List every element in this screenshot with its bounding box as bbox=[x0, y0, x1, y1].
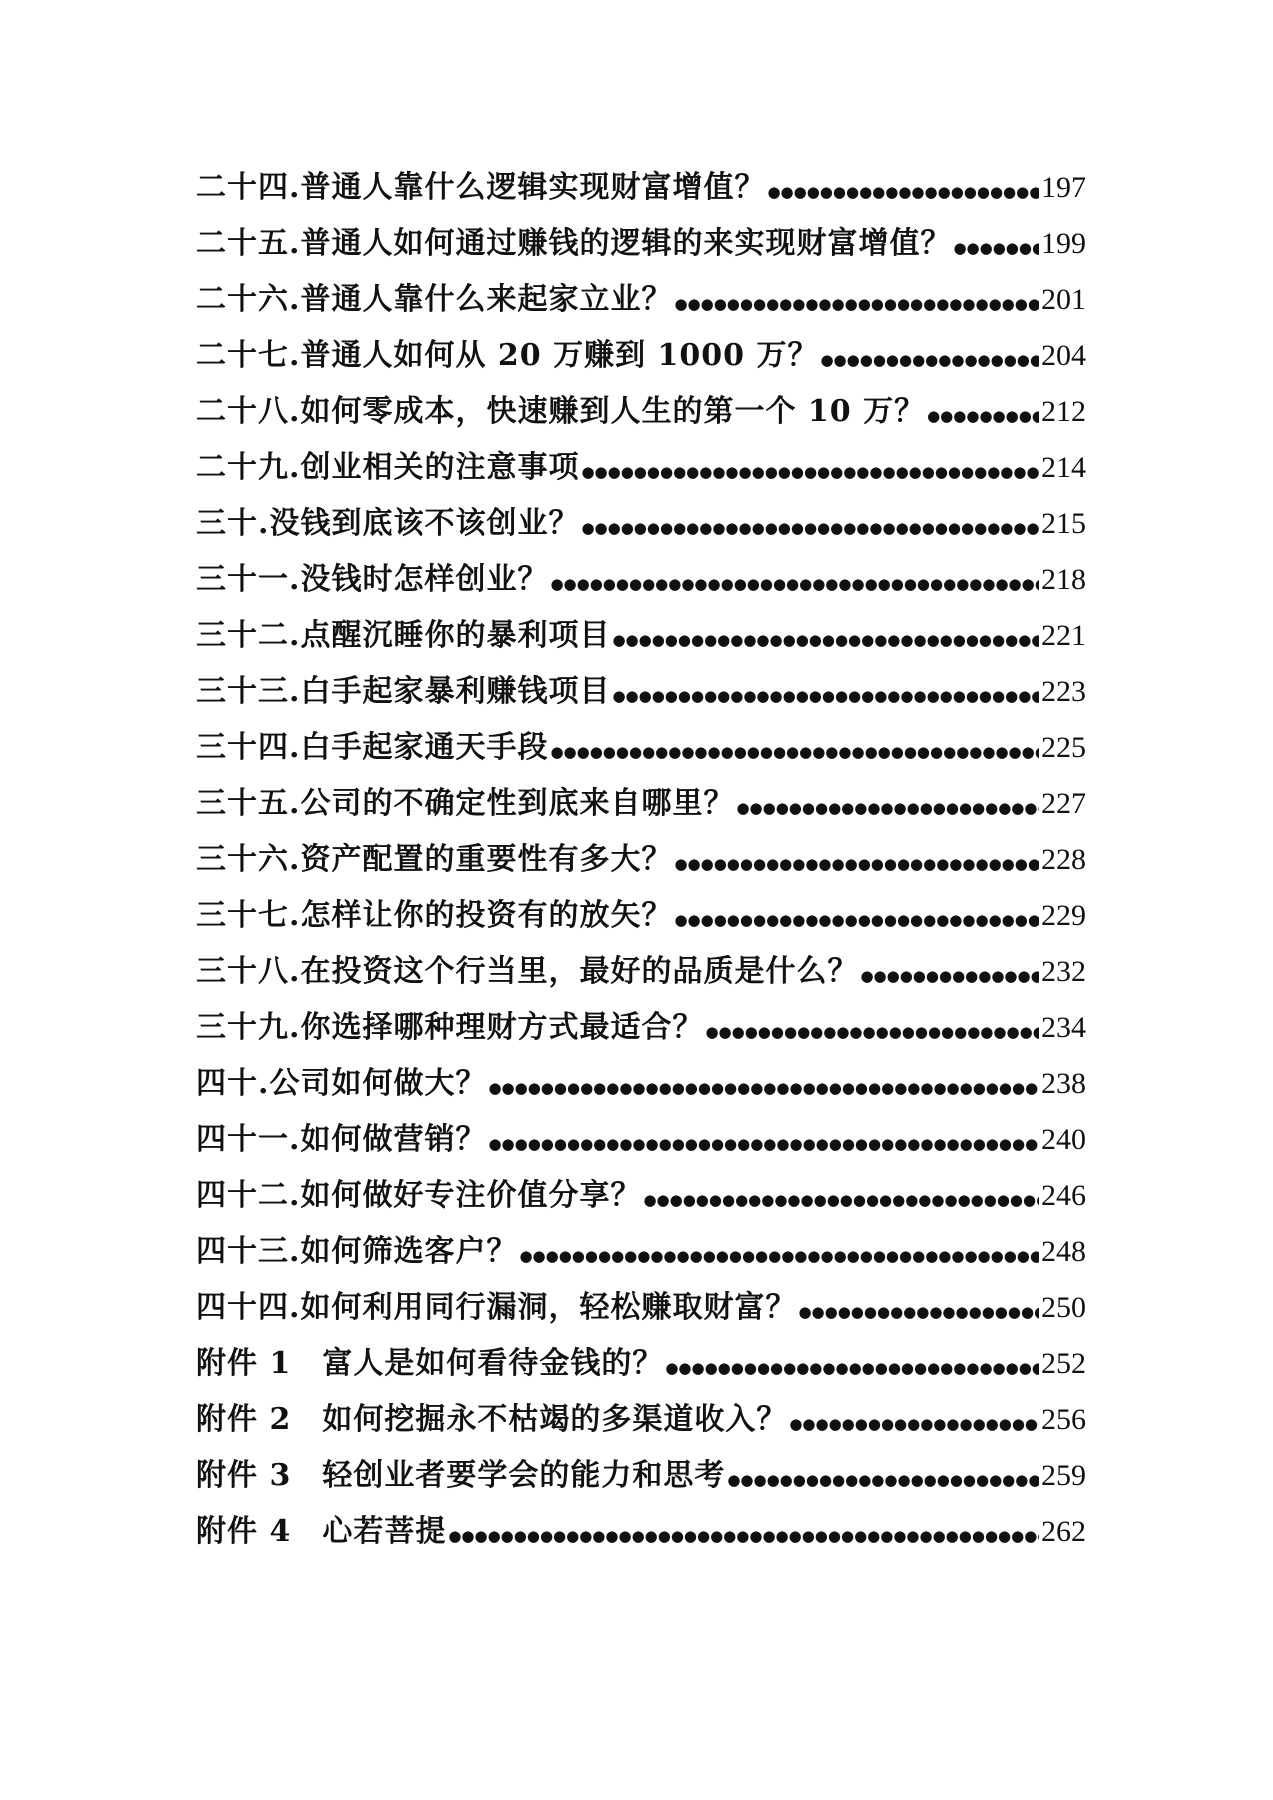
toc-entry[interactable] bbox=[196, 160, 1086, 216]
toc-dot-leader bbox=[581, 444, 1039, 500]
toc-dot-leader bbox=[643, 1172, 1039, 1228]
toc-entry-title: 三十一.没钱时怎样创业？ bbox=[196, 562, 549, 597]
toc-entry-page-number: 234 bbox=[1041, 1011, 1086, 1044]
toc-entry-page-number: 256 bbox=[1041, 1403, 1086, 1436]
toc-dot-leader bbox=[519, 1228, 1039, 1284]
toc-entry-page-number: 218 bbox=[1041, 563, 1086, 596]
toc-dot-leader bbox=[448, 1508, 1039, 1564]
toc-entry-page-number: 246 bbox=[1041, 1179, 1086, 1212]
toc-entry[interactable] bbox=[196, 776, 1086, 832]
toc-entry[interactable] bbox=[196, 384, 1086, 440]
toc-entry-page-number: 225 bbox=[1041, 731, 1086, 764]
toc-entry-page-number: 204 bbox=[1041, 339, 1086, 372]
toc-dot-leader bbox=[820, 332, 1039, 388]
toc-entry[interactable] bbox=[196, 1448, 1086, 1504]
toc-dot-leader bbox=[674, 892, 1039, 948]
toc-entry[interactable] bbox=[196, 328, 1086, 384]
toc-entry-title: 四十一.如何做营销？ bbox=[196, 1122, 487, 1157]
toc-dot-leader bbox=[927, 388, 1039, 444]
toc-entry-title: 三十二.点醒沉睡你的暴利项目 bbox=[196, 618, 611, 653]
toc-dot-leader bbox=[705, 1004, 1039, 1060]
toc-entry-page-number: 227 bbox=[1041, 787, 1086, 820]
toc-entry-page-number: 240 bbox=[1041, 1123, 1086, 1156]
toc-entry-page-number: 215 bbox=[1041, 507, 1086, 540]
toc-dot-leader bbox=[612, 668, 1039, 724]
toc-dot-leader bbox=[488, 1060, 1039, 1116]
toc-entry-title: 四十二.如何做好专注价值分享？ bbox=[196, 1178, 642, 1213]
toc-entry-page-number: 212 bbox=[1041, 395, 1086, 428]
toc-entry[interactable] bbox=[196, 272, 1086, 328]
toc-entry-title: 三十九.你选择哪种理财方式最适合？ bbox=[196, 1010, 704, 1045]
toc-entry-title: 附件 2 如何挖掘永不枯竭的多渠道收入？ bbox=[196, 1402, 788, 1437]
toc-dot-leader bbox=[665, 1340, 1039, 1396]
toc-entry-title: 二十四.普通人靠什么逻辑实现财富增值？ bbox=[196, 170, 766, 205]
toc-entry[interactable] bbox=[196, 1224, 1086, 1280]
toc-dot-leader bbox=[798, 1284, 1039, 1340]
toc-dot-leader bbox=[767, 164, 1039, 220]
toc-entry-title: 三十七.怎样让你的投资有的放矢？ bbox=[196, 898, 673, 933]
toc-dot-leader bbox=[674, 276, 1039, 332]
toc-entry-page-number: 262 bbox=[1041, 1515, 1086, 1548]
toc-entry-page-number: 229 bbox=[1041, 899, 1086, 932]
toc-entry-title: 二十七.普通人如何从 20 万赚到 1000 万？ bbox=[196, 338, 819, 373]
toc-entry-title: 三十.没钱到底该不该创业？ bbox=[196, 506, 580, 541]
toc-entry-title: 附件 3 轻创业者要学会的能力和思考 bbox=[196, 1458, 726, 1493]
toc-entry[interactable] bbox=[196, 496, 1086, 552]
toc-entry-title: 附件 4 心若菩提 bbox=[196, 1514, 447, 1549]
toc-entry[interactable] bbox=[196, 440, 1086, 496]
toc-entry[interactable] bbox=[196, 832, 1086, 888]
toc-dot-leader bbox=[736, 780, 1039, 836]
toc-entry-title: 四十四.如何利用同行漏洞，轻松赚取财富？ bbox=[196, 1290, 797, 1325]
toc-entry-page-number: 228 bbox=[1041, 843, 1086, 876]
toc-entry[interactable] bbox=[196, 1336, 1086, 1392]
toc-entry-title: 二十九.创业相关的注意事项 bbox=[196, 450, 580, 485]
toc-entry-title: 附件 1 富人是如何看待金钱的？ bbox=[196, 1346, 664, 1381]
toc-entry[interactable] bbox=[196, 1168, 1086, 1224]
toc-entry[interactable] bbox=[196, 888, 1086, 944]
toc-dot-leader bbox=[727, 1452, 1039, 1508]
toc-entry-title: 三十六.资产配置的重要性有多大？ bbox=[196, 842, 673, 877]
toc-dot-leader bbox=[612, 612, 1039, 668]
toc-entry[interactable] bbox=[196, 1392, 1086, 1448]
toc-entry-page-number: 199 bbox=[1041, 227, 1086, 260]
toc-entry[interactable] bbox=[196, 1000, 1086, 1056]
toc-entry-page-number: 221 bbox=[1041, 619, 1086, 652]
toc-entry-title: 四十三.如何筛选客户？ bbox=[196, 1234, 518, 1269]
toc-entry[interactable] bbox=[196, 1056, 1086, 1112]
toc-entry[interactable] bbox=[196, 1112, 1086, 1168]
toc-dot-leader bbox=[789, 1396, 1039, 1452]
toc-dot-leader bbox=[860, 948, 1039, 1004]
table-of-contents bbox=[196, 160, 1086, 1560]
toc-dot-leader bbox=[953, 220, 1039, 276]
toc-entry-page-number: 232 bbox=[1041, 955, 1086, 988]
toc-dot-leader bbox=[581, 500, 1039, 556]
toc-entry-page-number: 201 bbox=[1041, 283, 1086, 316]
toc-entry[interactable] bbox=[196, 944, 1086, 1000]
toc-entry[interactable] bbox=[196, 720, 1086, 776]
toc-entry-page-number: 238 bbox=[1041, 1067, 1086, 1100]
toc-entry-page-number: 214 bbox=[1041, 451, 1086, 484]
toc-entry[interactable] bbox=[196, 216, 1086, 272]
toc-entry-title: 二十八.如何零成本，快速赚到人生的第一个 10 万？ bbox=[196, 394, 926, 429]
toc-entry-title: 三十三.白手起家暴利赚钱项目 bbox=[196, 674, 611, 709]
toc-entry[interactable] bbox=[196, 1280, 1086, 1336]
toc-entry-title: 三十四.白手起家通天手段 bbox=[196, 730, 549, 765]
toc-dot-leader bbox=[488, 1116, 1039, 1172]
toc-entry-title: 三十八.在投资这个行当里，最好的品质是什么？ bbox=[196, 954, 859, 989]
toc-entry[interactable] bbox=[196, 608, 1086, 664]
toc-entry[interactable] bbox=[196, 664, 1086, 720]
toc-entry-page-number: 197 bbox=[1041, 171, 1086, 204]
toc-entry-page-number: 223 bbox=[1041, 675, 1086, 708]
toc-entry[interactable] bbox=[196, 1504, 1086, 1560]
toc-entry-title: 三十五.公司的不确定性到底来自哪里？ bbox=[196, 786, 735, 821]
toc-entry-page-number: 248 bbox=[1041, 1235, 1086, 1268]
toc-dot-leader bbox=[550, 556, 1039, 612]
toc-dot-leader bbox=[674, 836, 1039, 892]
toc-entry-page-number: 250 bbox=[1041, 1291, 1086, 1324]
toc-entry-title: 四十.公司如何做大？ bbox=[196, 1066, 487, 1101]
toc-entry-page-number: 259 bbox=[1041, 1459, 1086, 1492]
toc-entry-page-number: 252 bbox=[1041, 1347, 1086, 1380]
toc-dot-leader bbox=[550, 724, 1039, 780]
toc-entry-title: 二十五.普通人如何通过赚钱的逻辑的来实现财富增值？ bbox=[196, 226, 952, 261]
toc-entry-title: 二十六.普通人靠什么来起家立业？ bbox=[196, 282, 673, 317]
toc-entry[interactable] bbox=[196, 552, 1086, 608]
